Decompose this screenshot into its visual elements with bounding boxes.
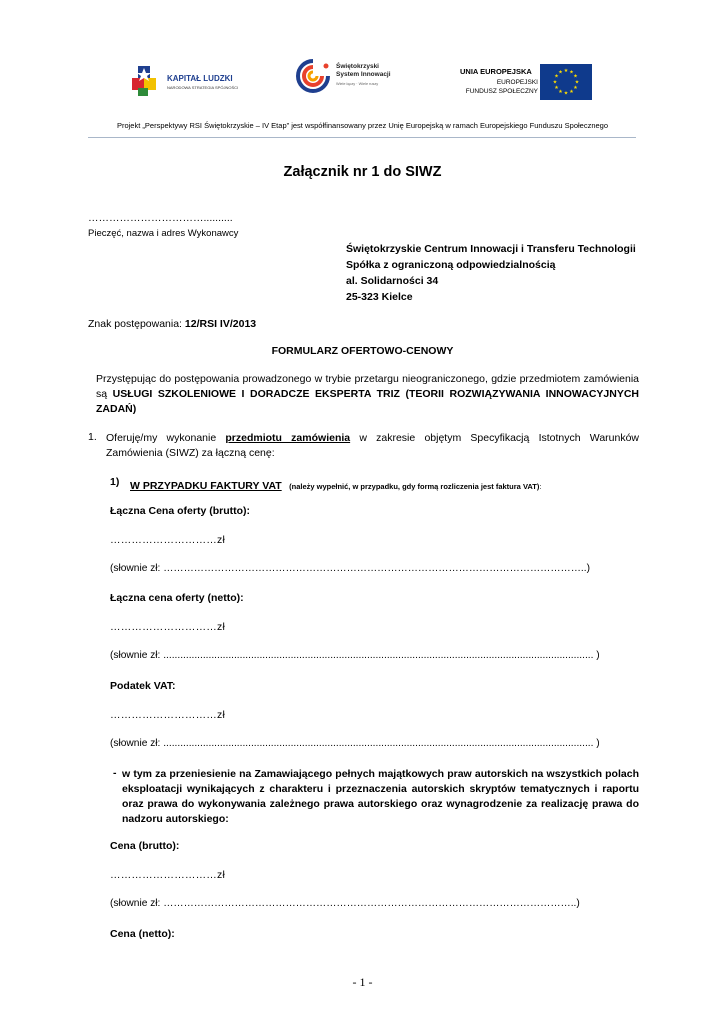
- intro-paragraph: [96, 372, 639, 417]
- svg-text:★: ★: [558, 89, 563, 95]
- recipient-line-1: Świętokrzyskie Centrum Innowacji i Transferu Technologii: [346, 243, 636, 255]
- recipient-line-2: Spółka z ograniczoną odpowiedzialnością: [346, 259, 556, 271]
- kapital-ludzki-subtitle: NARODOWA STRATEGIA SPÓJNOŚCI: [167, 85, 239, 90]
- svg-text:★: ★: [563, 68, 569, 74]
- kapital-ludzki-logo: [128, 63, 248, 99]
- intro-subject: USŁUGI SZKOLENIOWE I DORADCZE EKSPERTA TRIZ (TEORII ROZWIĄZYWANIA INNOWACYJNYCH ZADAŃ): [96, 388, 639, 415]
- total-net-amount[interactable]: …………………………zł: [110, 621, 225, 633]
- swietokrzyski-tagline: Wiele łączy · Wiele ruszy: [336, 82, 379, 86]
- eu-line2: EUROPEJSKI: [496, 79, 538, 86]
- svg-text:★: ★: [569, 89, 574, 95]
- point-1-paragraph: [106, 431, 639, 461]
- price-gross-amount[interactable]: …………………………zł: [110, 869, 225, 881]
- recipient-line-4: 25-323 Kielce: [346, 291, 413, 303]
- case-reference: [88, 318, 256, 330]
- vat-label: Podatek VAT:: [110, 680, 176, 692]
- page-number: - 1 -: [352, 975, 373, 989]
- subpoint-1-note: (należy wypełnić, w przypadku, gdy formą rozliczenia jest faktura VAT): [289, 482, 540, 491]
- svg-text:★: ★: [574, 79, 580, 86]
- case-reference-value: 12/RSI IV/2013: [184, 318, 257, 330]
- eu-efs-logo: [456, 64, 596, 104]
- total-gross-label: Łączna Cena oferty (brutto):: [110, 505, 251, 517]
- price-gross-label: Cena (brutto):: [110, 840, 180, 852]
- form-title: FORMULARZ OFERTOWO-CENOWY: [271, 345, 454, 357]
- total-gross-amount[interactable]: …………………………zł: [110, 534, 225, 546]
- point-1-post: w zakresie objętym Specyfikacją Istotnych Warunków Zamówienia (SIWZ) za łączną cenę:: [106, 432, 640, 459]
- eu-flag-icon: [540, 64, 592, 100]
- svg-text:★: ★: [552, 79, 558, 86]
- header-divider: [88, 137, 636, 138]
- kapital-ludzki-emblem-icon: [128, 64, 162, 98]
- point-1-pre: Oferuję/my wykonanie: [106, 432, 226, 444]
- total-net-label: Łączna cena oferty (netto):: [110, 592, 244, 604]
- document-title: Załącznik nr 1 do SIWZ: [283, 164, 442, 180]
- svg-text:★: ★: [554, 73, 559, 80]
- svg-text:★: ★: [573, 73, 578, 80]
- vat-words[interactable]: (słownie zł: ........................................................................................................................................................ ): [110, 738, 600, 749]
- recipient-line-3: al. Solidarności 34: [346, 275, 439, 287]
- subpoint-1-heading: [130, 476, 541, 494]
- price-gross-words[interactable]: (słownie zł: …………………………………………………………………………………………………………..): [110, 898, 580, 909]
- swietokrzyski-line2: System Innowacji: [336, 71, 391, 78]
- svg-text:★: ★: [554, 85, 559, 91]
- eu-line3: FUNDUSZ SPOŁECZNY: [465, 88, 538, 95]
- stamp-label: Pieczęć, nazwa i adres Wykonawcy: [88, 228, 239, 239]
- svg-text:★: ★: [563, 90, 569, 97]
- copyright-dash: -: [113, 767, 117, 779]
- svg-text:★: ★: [558, 69, 563, 76]
- total-gross-words[interactable]: (słownie zł: ……………………………………………………………………………………………………………..): [110, 563, 590, 574]
- kapital-ludzki-title: KAPITAŁ LUDZKI: [167, 74, 233, 83]
- total-net-words[interactable]: (słownie zł: ........................................................................................................................................................ ): [110, 650, 600, 661]
- svg-text:★: ★: [573, 85, 578, 91]
- point-1-number: 1.: [88, 431, 97, 443]
- vat-amount[interactable]: …………………………zł: [110, 709, 225, 721]
- swietokrzyski-system-innowacji-logo: [295, 58, 405, 100]
- stamp-dots: ……………………………..........: [88, 212, 233, 224]
- swietokrzyski-swirl-icon: [295, 58, 331, 96]
- subpoint-1-note-end: :: [539, 482, 542, 491]
- price-net-label: Cena (netto):: [110, 928, 175, 940]
- case-reference-label: Znak postępowania:: [88, 318, 185, 330]
- subpoint-1-number: 1): [110, 476, 120, 488]
- eu-line1: UNIA EUROPEJSKA: [460, 67, 532, 76]
- project-cofinancing-note: Projekt „Perspektywy RSI Świętokrzyskie – IV Etap” jest współfinansowany przez Unię Europejską w ramach Europejskiego Funduszu Społecznego: [116, 121, 609, 130]
- swietokrzyski-line1: Świętokrzyski: [336, 63, 379, 70]
- svg-text:★: ★: [569, 69, 574, 76]
- copyright-clause: w tym za przeniesienie na Zamawiającego pełnych majątkowych praw autorskich na wszystkich polach eksploatacji wynikających z charakteru i przeznaczenia autorskich skryptów tematycznych i raportu oraz prawa do wykonywania zależnego prawa autorskiego oraz wynagrodzenie za realizację prawa do nadzoru autorskiego:: [122, 768, 639, 825]
- point-1-subject: przedmiotu zamówienia: [225, 432, 351, 444]
- subpoint-1-title: W PRZYPADKU FAKTURY VAT: [130, 480, 282, 492]
- intro-text: Przystępując do postępowania prowadzonego w trybie przetargu nieograniczonego, gdzie przedmiotem zamówienia są: [96, 373, 639, 400]
